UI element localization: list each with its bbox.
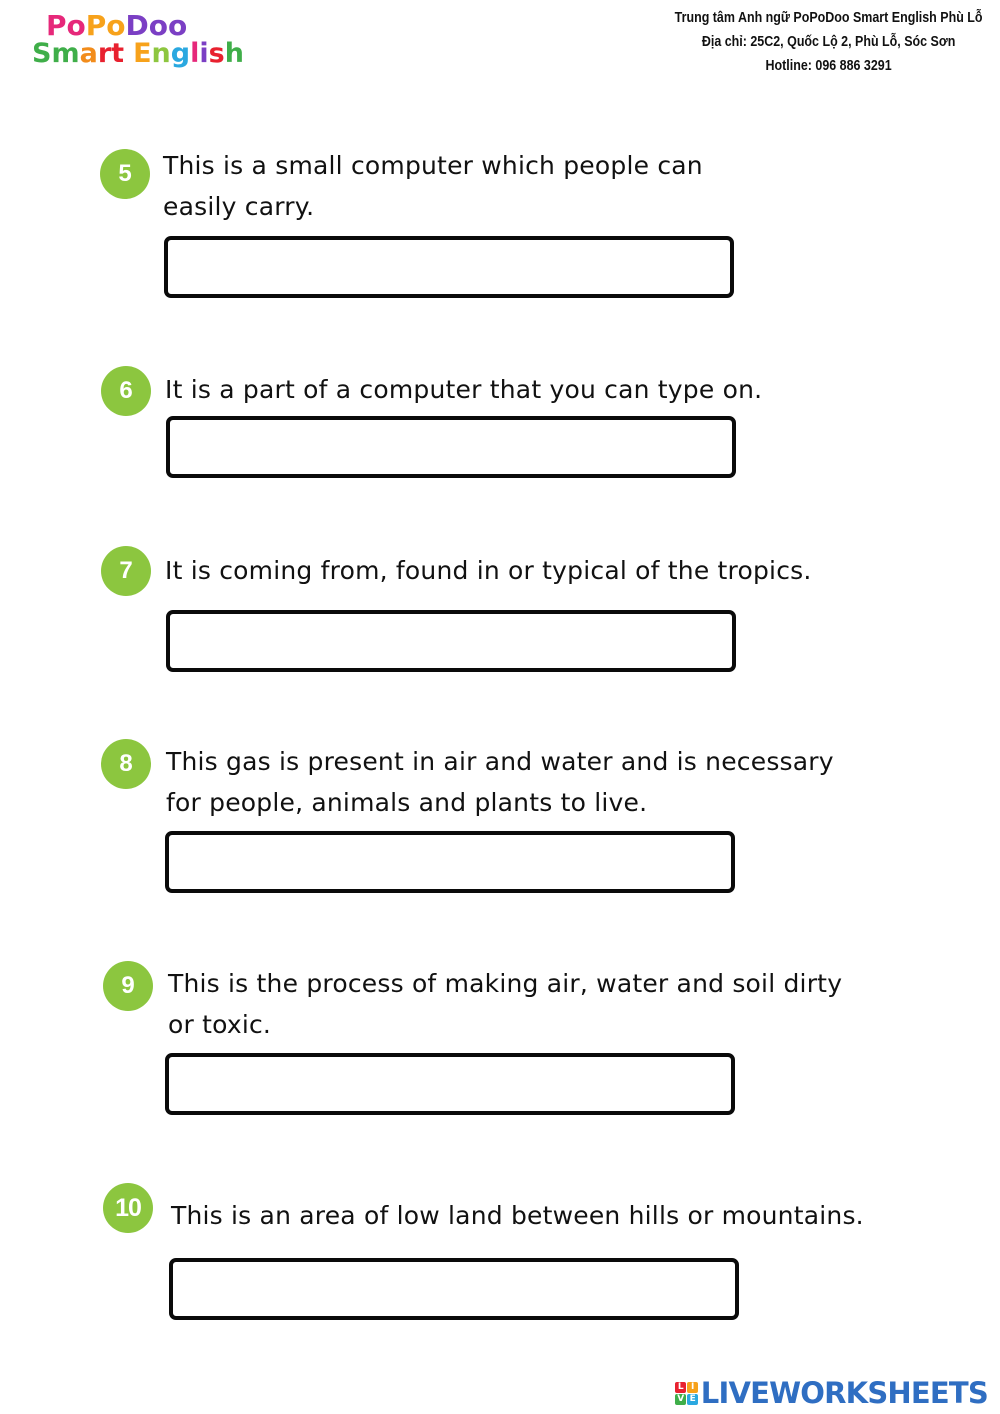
logo-letter: l xyxy=(190,38,200,69)
question-text xyxy=(165,369,762,410)
answer-input[interactable] xyxy=(166,416,736,478)
question-number-badge: 7 xyxy=(101,546,151,596)
liveworksheets-brand: LIVEWORKSHEETS xyxy=(700,1376,988,1410)
question-line: It is a part of a computer that you can type on. xyxy=(165,375,763,404)
question-number-badge: 9 xyxy=(103,961,153,1011)
logo-part: Po xyxy=(85,9,126,42)
question-number-badge: 6 xyxy=(101,366,151,416)
center-hotline: Hotline: 096 886 3291 xyxy=(765,58,892,74)
question-line: for people, animals and plants to live. xyxy=(166,788,648,817)
logo-letter xyxy=(124,40,133,68)
answer-input[interactable] xyxy=(166,610,736,672)
question-text xyxy=(168,963,842,1045)
logo-letter: h xyxy=(224,38,244,69)
liveworksheets-icon-letter: I xyxy=(687,1382,698,1393)
logo-letter: a xyxy=(79,38,98,69)
logo-part: Po xyxy=(46,9,86,42)
logo-part: Doo xyxy=(125,9,188,42)
logo-letter: t xyxy=(111,38,125,69)
answer-input[interactable] xyxy=(169,1258,739,1320)
logo-letter: m xyxy=(51,38,80,69)
question-text xyxy=(166,741,834,823)
answer-input[interactable] xyxy=(165,1053,735,1115)
liveworksheets-logo xyxy=(675,1376,988,1410)
question-line: This is an area of low land between hills or mountains. xyxy=(171,1201,864,1230)
answer-input[interactable] xyxy=(164,236,734,298)
question-number-badge: 5 xyxy=(100,149,150,199)
question-number-badge: 8 xyxy=(101,739,151,789)
question-line: This gas is present in air and water and is necessary xyxy=(166,747,834,776)
question-text xyxy=(171,1195,864,1236)
question-line: It is coming from, found in or typical of the tropics. xyxy=(165,556,812,585)
logo-line-smart-english xyxy=(32,40,244,68)
logo-letter: g xyxy=(170,38,191,69)
liveworksheets-icon-letter: V xyxy=(675,1394,686,1405)
center-name: Trung tâm Anh ngữ PoPoDoo Smart English Phù Lỗ xyxy=(674,10,983,26)
liveworksheets-icon-letter: E xyxy=(687,1394,698,1405)
question-text xyxy=(163,145,703,227)
question-text xyxy=(165,550,812,591)
logo-letter: S xyxy=(32,38,52,69)
logo-letter: n xyxy=(151,38,171,69)
logo-line-popodoo xyxy=(46,9,244,42)
question-line: or toxic. xyxy=(168,1010,272,1039)
logo-letter: i xyxy=(199,38,209,69)
answer-input[interactable] xyxy=(165,831,735,893)
logo-letter: s xyxy=(208,38,225,69)
logo-letter: E xyxy=(133,38,152,69)
popodoo-logo xyxy=(32,9,244,69)
question-line: This is the process of making air, water and soil dirty xyxy=(168,969,843,998)
liveworksheets-icon-letter: L xyxy=(675,1382,686,1393)
center-contact-info xyxy=(665,6,992,78)
question-line: This is a small computer which people can xyxy=(163,151,703,180)
liveworksheets-icon xyxy=(675,1382,698,1405)
center-address: Địa chỉ: 25C2, Quốc Lộ 2, Phù Lỗ, Sóc Sơn xyxy=(701,34,956,50)
question-line: easily carry. xyxy=(163,192,315,221)
question-number-badge: 10 xyxy=(103,1183,153,1233)
logo-letter: r xyxy=(97,38,112,69)
